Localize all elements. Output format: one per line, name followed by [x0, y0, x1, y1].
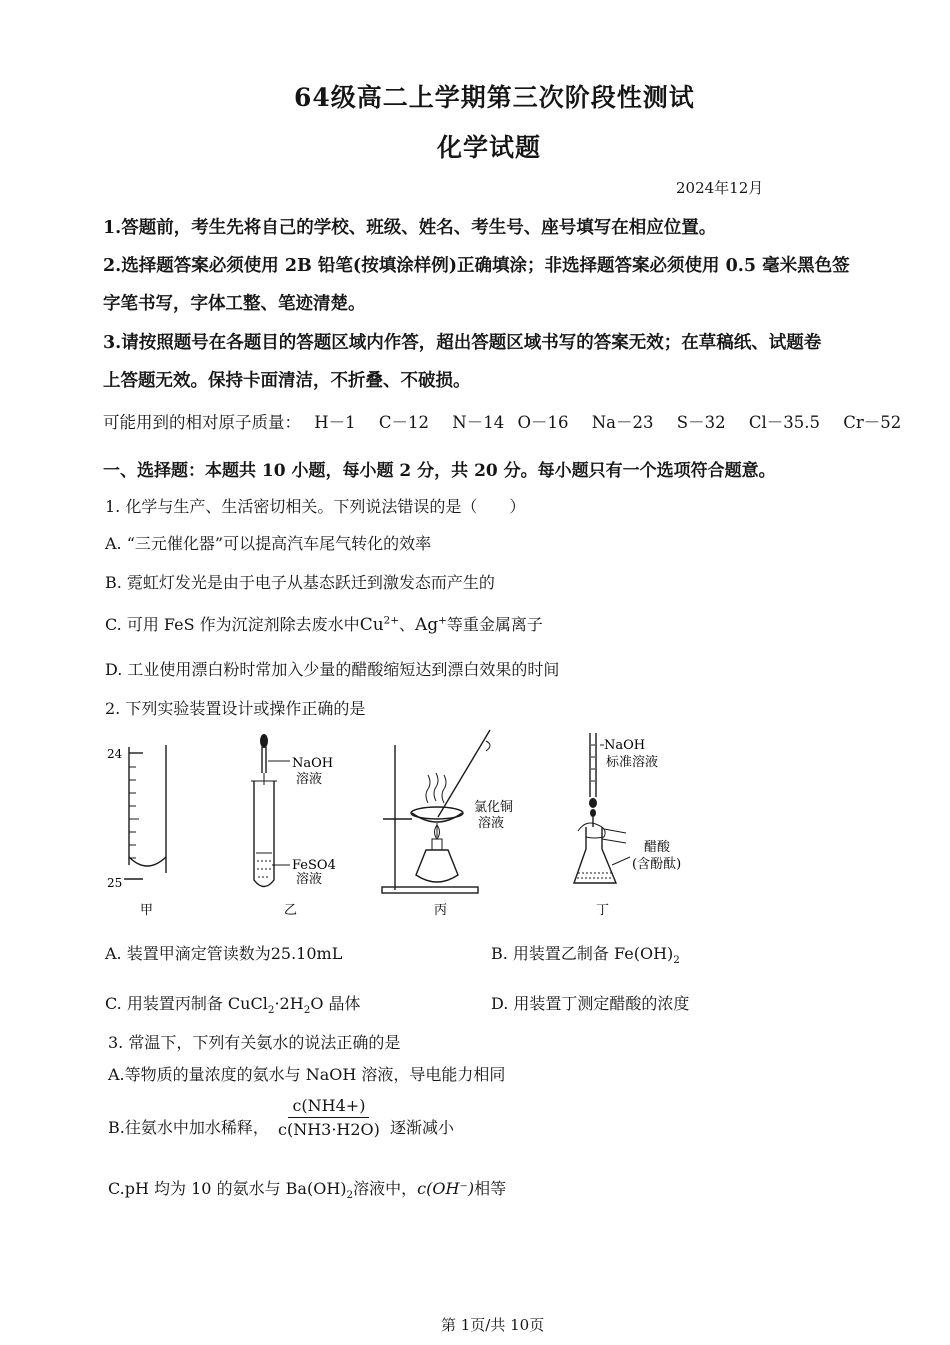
- q1-c-cu-charge: 2+: [383, 614, 399, 627]
- instruction-1: 1.答题前，考生先将自己的学校、班级、姓名、考生号、座号填写在相应位置。: [103, 218, 717, 238]
- mass-s: S－32: [676, 413, 726, 432]
- q2-b-text: B. 用装置乙制备 Fe(OH): [491, 944, 674, 963]
- yi-reagent-feso4-sol: 溶液: [296, 872, 323, 887]
- q1-c-sep: 、: [398, 615, 415, 634]
- q1-c-cu: Cu: [359, 615, 384, 635]
- q1-c-post: 等重金属离子: [446, 615, 543, 634]
- instruction-3a: 3.请按照题号在各题目的答题区域内作答，超出答题区域书写的答案无效；在草稿纸、试题卷: [103, 333, 822, 353]
- test-tube-yi: [251, 734, 290, 887]
- q2-b-sub: 2: [673, 954, 680, 967]
- q1-c-text: C. 可用 FeS 作为沉淀剂除去废水中: [105, 615, 360, 634]
- ding-reagent-acid-ind: (含酚酞): [632, 857, 682, 872]
- section-heading: 一、选择题：本题共 10 小题，每小题 2 分，共 20 分。每小题只有一个选项符合题意。: [103, 461, 776, 481]
- atomic-masses-label: 可能用到的相对原子质量：: [103, 413, 301, 432]
- q3-b-fraction: [274, 1096, 384, 1139]
- q3-c-text: C.pH 均为 10 的氨水与 Ba(OH): [108, 1179, 347, 1198]
- q1-option-d: D. 工业使用漂白粉时常加入少量的醋酸缩短达到漂白效果的时间: [105, 660, 560, 679]
- mass-h: H－1: [314, 413, 356, 432]
- atomic-masses: [103, 409, 901, 433]
- q3-option-b-text: B.往氨水中加水稀释，: [108, 1118, 269, 1137]
- label-ding: 丁: [596, 903, 610, 918]
- q3-option-a: A.等物质的量浓度的氨水与 NaOH 溶液，导电能力相同: [108, 1065, 506, 1084]
- exam-date: 2024年12月: [676, 179, 764, 197]
- ding-reagent-naoh: NaOH: [604, 738, 646, 753]
- q3-stem: 3. 常温下，下列有关氨水的说法正确的是: [108, 1033, 401, 1052]
- instruction-2b: 字笔书写，字体工整、笔迹清楚。: [103, 294, 366, 314]
- q3-c-mid: 溶液中，: [353, 1179, 418, 1198]
- q2-stem: 2. 下列实验装置设计或操作正确的是: [105, 699, 366, 718]
- q2-c-post: O 晶体: [310, 994, 361, 1013]
- yi-reagent-naoh: NaOH: [292, 756, 334, 771]
- q3-b-numerator: c(NH4+): [288, 1096, 369, 1118]
- instruction-3b: 上答题无效。保持卡面清洁，不折叠、不破损。: [103, 371, 471, 391]
- yi-reagent-naoh-sol: 溶液: [296, 772, 323, 787]
- label-jia: 甲: [140, 903, 154, 918]
- burette-top-mark: 24: [107, 747, 123, 761]
- bing-reagent: 氯化铜: [474, 800, 514, 815]
- label-bing: 丙: [434, 903, 448, 918]
- q2-option-b: [491, 941, 680, 966]
- q1-option-c: [105, 612, 543, 635]
- ding-reagent-naoh-std: 标准溶液: [606, 755, 659, 770]
- page-title: 64级高二上学期第三次阶段性测试: [294, 83, 695, 112]
- q3-c-expr: c(OH⁻): [417, 1179, 475, 1198]
- mass-cr: Cr－52: [843, 413, 902, 432]
- page-subtitle: 化学试题: [437, 133, 542, 162]
- label-yi: 乙: [284, 903, 298, 918]
- q2-c-sub2: 2: [303, 1004, 311, 1017]
- q2-option-a: A. 装置甲滴定管读数为25.10mL: [105, 944, 343, 963]
- q3-c-sub: 2: [346, 1189, 354, 1202]
- bing-reagent-sol: 溶液: [478, 816, 505, 831]
- q3-option-c: [108, 1176, 506, 1201]
- q1-c-ag-charge: +: [438, 614, 447, 627]
- mass-cl: Cl－35.5: [748, 413, 820, 432]
- q3-c-post: 相等: [474, 1179, 507, 1198]
- page-footer: 第 1页/共 10页: [441, 1316, 545, 1334]
- burette-bottom-mark: 25: [107, 876, 123, 890]
- q2-c-text: C. 用装置丙制备 CuCl: [105, 994, 268, 1013]
- q1-option-b: B. 霓虹灯发光是由于电子从基态跃迁到激发态而产生的: [105, 573, 495, 592]
- q2-c-sub1: 2: [267, 1004, 275, 1017]
- mass-na: Na－23: [591, 413, 654, 432]
- burette-jia: [124, 745, 166, 879]
- q2-c-mid: ·2H: [274, 994, 304, 1013]
- instruction-2a: 2.选择题答案必须使用 2B 铅笔(按填涂样例)正确填涂；非选择题答案必须使用 0.5 毫米黑色签: [103, 256, 850, 276]
- q1-option-a: A. “三元催化器”可以提高汽车尾气转化的效率: [105, 534, 432, 553]
- q2-option-d: D. 用装置丁测定醋酸的浓度: [491, 994, 690, 1013]
- q3-option-b-post: 逐渐减小: [390, 1118, 455, 1137]
- q2-option-c: [105, 991, 361, 1016]
- mass-o: O－16: [517, 413, 569, 432]
- mass-c: C－12: [378, 413, 430, 432]
- apparatus-figure: [0, 725, 950, 925]
- mass-n: N－14: [452, 413, 505, 432]
- yi-reagent-feso4: FeSO4: [292, 858, 336, 873]
- ding-reagent-acid: 醋酸: [644, 840, 671, 855]
- q1-c-ag: Ag: [415, 615, 439, 635]
- q3-b-denominator: c(NH3·H2O): [278, 1120, 380, 1139]
- q1-stem: 1. 化学与生产、生活密切相关。下列说法错误的是（ ）: [105, 497, 526, 516]
